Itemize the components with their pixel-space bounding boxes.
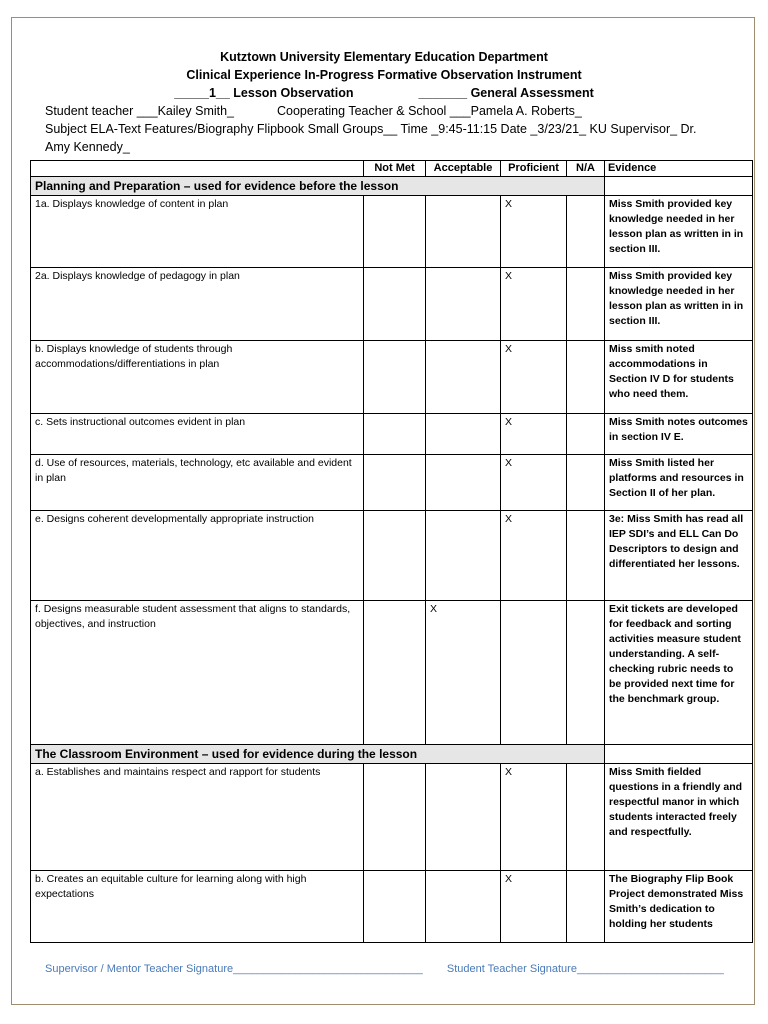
evidence-cell[interactable]: The Biography Flip Book Project demonstrated Miss Smith’s dedication to holding her students xyxy=(605,871,753,943)
evidence-cell[interactable]: Miss smith noted accommodations in Section IV D for students who need them. xyxy=(605,341,753,414)
observation-type-line xyxy=(12,84,756,102)
evidence-cell[interactable]: Miss Smith notes outcomes in section IV E. xyxy=(605,414,753,455)
criterion-cell: a. Establishes and maintains respect and rapport for students xyxy=(31,764,364,871)
not-met-cell[interactable] xyxy=(364,414,426,455)
proficient-cell[interactable]: X xyxy=(501,196,567,268)
acceptable-cell[interactable] xyxy=(426,341,501,414)
criterion-cell: 2a. Displays knowledge of pedagogy in plan xyxy=(31,268,364,341)
proficient-cell[interactable]: X xyxy=(501,511,567,601)
student-signature-line[interactable]: Student Teacher Signature________________________ xyxy=(446,963,724,975)
na-cell[interactable] xyxy=(567,341,605,414)
not-met-cell[interactable] xyxy=(364,871,426,943)
criterion-cell: b. Creates an equitable culture for learning along with high expectations xyxy=(31,871,364,943)
criterion-cell: e. Designs coherent developmentally appropriate instruction xyxy=(31,511,364,601)
table-row xyxy=(31,601,753,745)
table-row xyxy=(31,341,753,414)
table-row xyxy=(31,511,753,601)
not-met-cell[interactable] xyxy=(364,764,426,871)
na-cell[interactable] xyxy=(567,871,605,943)
criterion-cell: 1a. Displays knowledge of content in plan xyxy=(31,196,364,268)
acceptable-cell[interactable] xyxy=(426,871,501,943)
supervisor-continued: Amy Kennedy_ xyxy=(45,140,130,154)
proficient-cell[interactable] xyxy=(501,601,567,745)
evidence-cell[interactable]: Exit tickets are developed for feedback and sorting activities measure student understanding. A self-checking rubric needs to be provided next time for the benchmark group. xyxy=(605,601,753,745)
criterion-cell: b. Displays knowledge of students through accommodations/differentiations in plan xyxy=(31,341,364,414)
not-met-cell[interactable] xyxy=(364,196,426,268)
table-row xyxy=(31,871,753,943)
proficient-cell[interactable]: X xyxy=(501,414,567,455)
acceptable-header: Acceptable xyxy=(426,161,501,177)
proficient-cell[interactable]: X xyxy=(501,871,567,943)
not-met-cell[interactable] xyxy=(364,268,426,341)
na-cell[interactable] xyxy=(567,414,605,455)
not-met-cell[interactable] xyxy=(364,511,426,601)
acceptable-cell[interactable] xyxy=(426,511,501,601)
general-assessment-field: _______ General Assessment xyxy=(418,86,594,100)
subject-line: Subject ELA-Text Features/Biography Flipbook Small Groups__ Time _9:45-11:15 Date _3/23/21_ KU Supervisor_ Dr. xyxy=(45,122,697,136)
section-title: Planning and Preparation – used for evidence before the lesson xyxy=(31,177,605,196)
criterion-header xyxy=(31,161,364,177)
section-header-classroom xyxy=(31,745,753,764)
teacher-line xyxy=(12,102,756,120)
table-row xyxy=(31,268,753,341)
table-row xyxy=(31,414,753,455)
form-header xyxy=(12,48,756,156)
proficient-cell[interactable]: X xyxy=(501,455,567,511)
proficient-header: Proficient xyxy=(501,161,567,177)
cooperating-teacher-field: Cooperating Teacher & School ___Pamela A. Roberts_ xyxy=(276,104,582,118)
na-cell[interactable] xyxy=(567,601,605,745)
observation-form-page xyxy=(11,17,755,1005)
evidence-cell[interactable]: Miss Smith provided key knowledge needed in her lesson plan as written in in section III. xyxy=(605,268,753,341)
table-row xyxy=(31,764,753,871)
acceptable-cell[interactable] xyxy=(426,764,501,871)
signature-footer xyxy=(45,963,745,975)
section-evidence-blank xyxy=(605,177,753,196)
na-cell[interactable] xyxy=(567,268,605,341)
acceptable-cell[interactable] xyxy=(426,268,501,341)
evidence-cell[interactable]: Miss Smith listed her platforms and resources in Section II of her plan. xyxy=(605,455,753,511)
observation-table xyxy=(30,160,753,943)
student-teacher-field: Student teacher ___Kailey Smith_ xyxy=(45,104,235,118)
acceptable-cell[interactable] xyxy=(426,455,501,511)
instrument-title: Clinical Experience In-Progress Formative Observation Instrument xyxy=(186,68,582,82)
section-evidence-blank xyxy=(605,745,753,764)
na-cell[interactable] xyxy=(567,764,605,871)
evidence-cell[interactable]: 3e: Miss Smith has read all IEP SDI’s and ELL Can Do Descriptors to design and differentiated her lessons. xyxy=(605,511,753,601)
criterion-cell: c. Sets instructional outcomes evident in plan xyxy=(31,414,364,455)
table-row xyxy=(31,455,753,511)
lesson-observation-field: _____1__ Lesson Observation xyxy=(174,86,354,100)
supervisor-signature-line[interactable]: Supervisor / Mentor Teacher Signature_______________________________ xyxy=(45,963,423,975)
section-title: The Classroom Environment – used for evidence during the lesson xyxy=(31,745,605,764)
not-met-cell[interactable] xyxy=(364,341,426,414)
not-met-cell[interactable] xyxy=(364,455,426,511)
criterion-cell: f. Designs measurable student assessment that aligns to standards, objectives, and instruction xyxy=(31,601,364,745)
not-met-header: Not Met xyxy=(364,161,426,177)
acceptable-cell[interactable]: X xyxy=(426,601,501,745)
evidence-header: Evidence xyxy=(605,161,753,177)
na-cell[interactable] xyxy=(567,511,605,601)
evidence-cell[interactable]: Miss Smith fielded questions in a friendly and respectful manor in which students interacted freely and respectfully. xyxy=(605,764,753,871)
proficient-cell[interactable]: X xyxy=(501,268,567,341)
na-cell[interactable] xyxy=(567,455,605,511)
acceptable-cell[interactable] xyxy=(426,414,501,455)
criterion-cell: d. Use of resources, materials, technology, etc available and evident in plan xyxy=(31,455,364,511)
table-row xyxy=(31,196,753,268)
proficient-cell[interactable]: X xyxy=(501,341,567,414)
acceptable-cell[interactable] xyxy=(426,196,501,268)
not-met-cell[interactable] xyxy=(364,601,426,745)
evidence-cell[interactable]: Miss Smith provided key knowledge needed in her lesson plan as written in in section III. xyxy=(605,196,753,268)
proficient-cell[interactable]: X xyxy=(501,764,567,871)
na-cell[interactable] xyxy=(567,196,605,268)
section-header-planning xyxy=(31,177,753,196)
na-header: N/A xyxy=(567,161,605,177)
table-header-row xyxy=(31,161,753,177)
department-title: Kutztown University Elementary Education Department xyxy=(220,50,548,64)
